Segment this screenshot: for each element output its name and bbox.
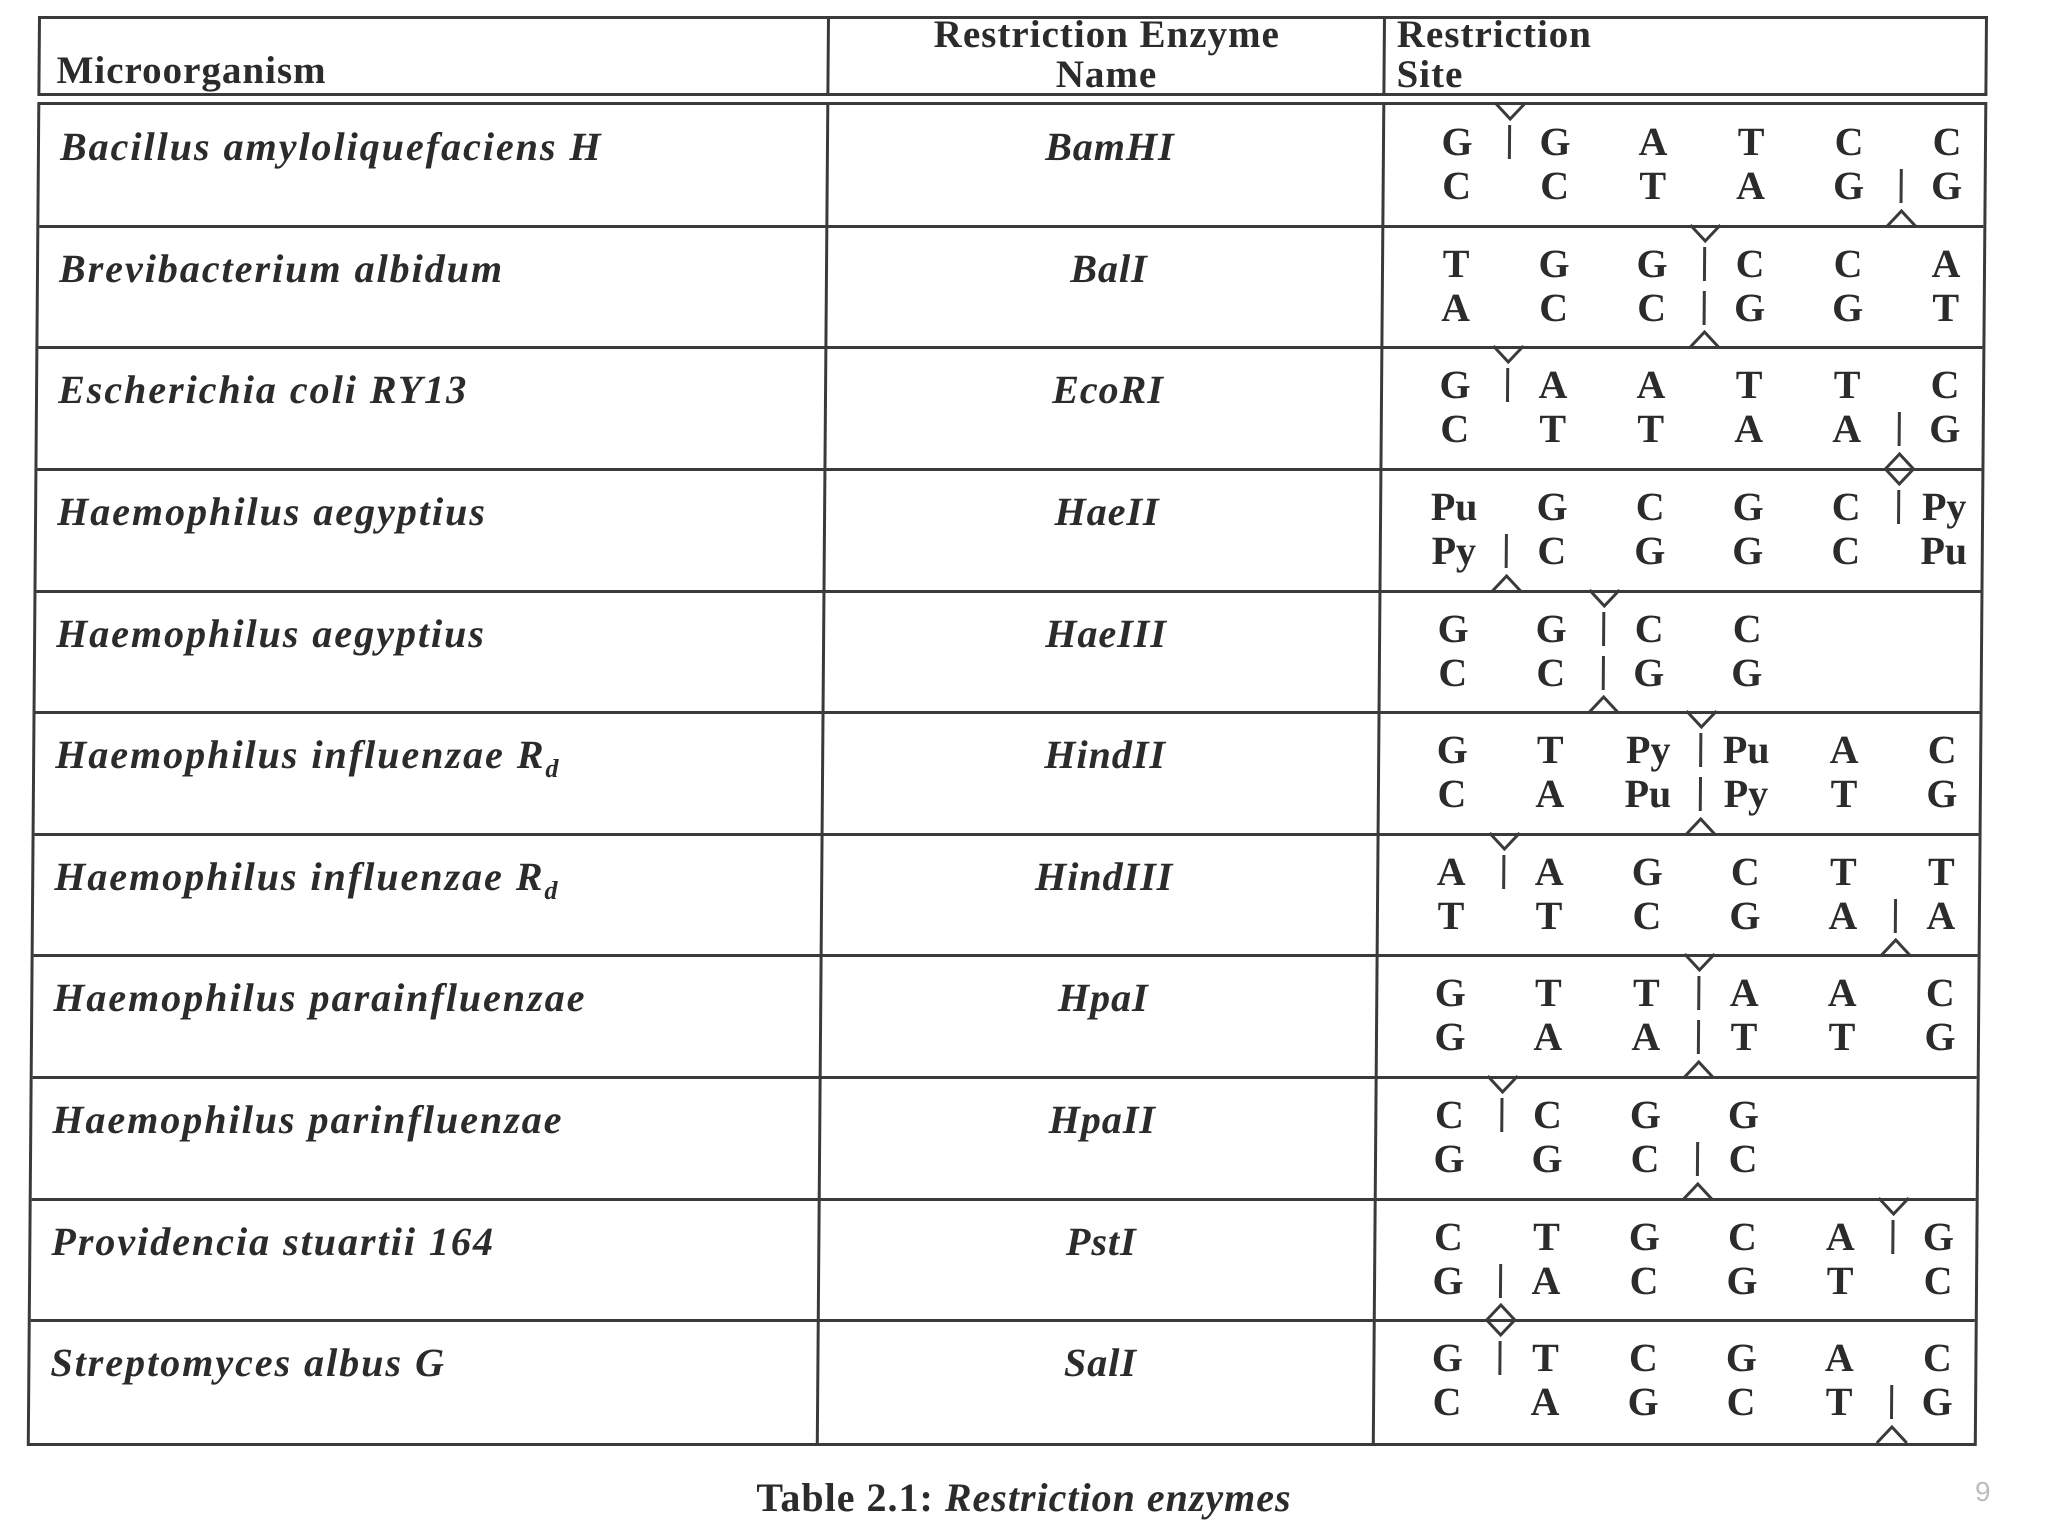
base: T xyxy=(1932,284,1960,330)
base: G xyxy=(1729,892,1761,938)
cut-line-top xyxy=(1506,368,1509,402)
organism-name: Streptomyces albus G xyxy=(50,1340,447,1386)
base: G xyxy=(1924,1014,1956,1060)
cut-arrow-top-icon xyxy=(1587,588,1621,608)
cut-arrow-top-icon xyxy=(1684,709,1718,729)
base: C xyxy=(1925,970,1955,1016)
base: G xyxy=(1433,1136,1465,1182)
table-row xyxy=(38,227,1983,349)
base: C xyxy=(1834,119,1864,164)
table-row xyxy=(36,470,1981,592)
base: T xyxy=(1534,970,1562,1016)
cut-line-bottom xyxy=(1900,169,1903,203)
table-row xyxy=(34,835,1979,957)
base: T xyxy=(1442,240,1470,286)
base: Pu xyxy=(1624,771,1672,817)
base: A xyxy=(1931,240,1961,286)
restriction-site-cell xyxy=(1387,105,1984,227)
base: A xyxy=(1538,362,1568,408)
base: T xyxy=(1637,406,1665,452)
organism-cell xyxy=(52,1096,852,1143)
base: T xyxy=(1535,892,1563,938)
base: C xyxy=(1735,240,1765,286)
table-body xyxy=(27,102,1988,1446)
base: G xyxy=(1631,848,1664,894)
restriction-site-cell xyxy=(1384,592,1981,714)
base: C xyxy=(1540,163,1570,208)
base: C xyxy=(1536,649,1566,695)
restriction-site-cell xyxy=(1381,956,1978,1078)
organism-cell xyxy=(60,123,860,170)
base: G xyxy=(1921,1379,1953,1425)
cut-arrow-top-icon xyxy=(1486,1074,1520,1094)
enzyme-name: SalI xyxy=(1063,1340,1138,1386)
organism-cell xyxy=(50,1339,850,1386)
restriction-site-cell xyxy=(1385,348,1982,470)
base: C xyxy=(1434,1092,1464,1138)
base: G xyxy=(1539,119,1571,164)
base: C xyxy=(1532,1092,1562,1138)
base: T xyxy=(1825,1379,1853,1425)
base: G xyxy=(1633,649,1665,695)
base: C xyxy=(1440,406,1470,452)
base: T xyxy=(1737,119,1765,164)
base: C xyxy=(1922,1335,1953,1381)
base: T xyxy=(1437,892,1465,938)
base: C xyxy=(1632,892,1662,938)
cut-line-top xyxy=(1602,612,1605,646)
header-enzyme-line2: Name xyxy=(1055,53,1158,96)
base: C xyxy=(1726,1379,1756,1425)
base: G xyxy=(1538,240,1570,286)
base: G xyxy=(1727,1092,1760,1138)
base: G xyxy=(1629,1092,1662,1138)
enzyme-name: HpaI xyxy=(1057,975,1149,1021)
base: C xyxy=(1831,527,1861,573)
base: G xyxy=(1726,1257,1758,1303)
base: C xyxy=(1629,1257,1659,1303)
base: A xyxy=(1631,1014,1661,1060)
header-microorganism: Microorganism xyxy=(56,49,327,92)
base: A xyxy=(1736,163,1766,208)
base: A xyxy=(1824,1335,1855,1381)
cut-arrow-top-icon xyxy=(1682,952,1716,972)
table-header xyxy=(37,13,1988,96)
base: A xyxy=(1828,892,1858,938)
base: Pu xyxy=(1920,527,1968,573)
cut-arrow-top-icon xyxy=(1688,223,1722,243)
organism-name: Haemophilus parinfluenzae xyxy=(52,1097,564,1143)
base: C xyxy=(1732,605,1762,651)
base: C xyxy=(1442,163,1472,208)
organism-name: Haemophilus aegyptius xyxy=(55,610,487,656)
base: A xyxy=(1636,362,1666,408)
organism-subscript: d xyxy=(545,754,561,784)
restriction-site-cell xyxy=(1380,1078,1977,1200)
base: A xyxy=(1827,970,1857,1016)
table-row xyxy=(39,105,1984,227)
base: Py xyxy=(1625,727,1671,773)
organism-name: Haemophilus influenzae R xyxy=(54,853,545,899)
base: G xyxy=(1431,1335,1464,1381)
base: G xyxy=(1627,1379,1659,1425)
cut-line-top xyxy=(1498,1341,1501,1375)
organism-name: Brevibacterium albidum xyxy=(58,245,505,291)
base: T xyxy=(1826,1257,1854,1303)
base: C xyxy=(1432,1379,1462,1425)
base: A xyxy=(1926,892,1956,938)
base: G xyxy=(1436,727,1468,773)
base: C xyxy=(1437,771,1467,817)
cut-line-bottom xyxy=(1699,777,1702,811)
base: A xyxy=(1441,284,1471,330)
base: T xyxy=(1539,406,1567,452)
organism-name: Providencia stuartii 164 xyxy=(51,1218,496,1264)
base: Pu xyxy=(1722,727,1770,773)
cut-line-top xyxy=(1699,733,1702,767)
base: C xyxy=(1727,1213,1758,1259)
base: T xyxy=(1927,848,1955,894)
base: G xyxy=(1634,527,1666,573)
cut-line-bottom xyxy=(1890,1385,1893,1419)
base: G xyxy=(1832,163,1865,208)
restriction-enzyme-table xyxy=(27,13,1988,1446)
restriction-site-cell xyxy=(1383,713,1980,835)
base: C xyxy=(1831,483,1861,529)
base: C xyxy=(1438,649,1468,695)
table-row xyxy=(35,713,1980,835)
cut-line-bottom xyxy=(1505,534,1508,568)
enzyme-name: BalI xyxy=(1070,245,1148,291)
base: G xyxy=(1929,406,1961,452)
base: G xyxy=(1432,1257,1464,1303)
organism-cell xyxy=(51,1218,851,1265)
base: T xyxy=(1639,163,1667,208)
table-row xyxy=(30,1321,1975,1443)
cut-line-bottom xyxy=(1898,412,1901,446)
organism-cell xyxy=(57,488,857,535)
organism-name: Escherichia coli RY13 xyxy=(57,367,469,413)
base: C xyxy=(1628,1335,1659,1381)
base: A xyxy=(1530,1379,1560,1425)
cut-line-bottom xyxy=(1602,656,1605,690)
cut-line-top xyxy=(1697,976,1700,1010)
header-divider xyxy=(1382,19,1386,93)
organism-cell xyxy=(59,245,859,292)
cut-line-top xyxy=(1508,125,1511,159)
organism-name: Haemophilus aegyptius xyxy=(56,488,488,534)
base: C xyxy=(1635,483,1665,529)
page-number: 9 xyxy=(1975,1476,1991,1507)
organism-cell xyxy=(56,610,856,657)
enzyme-name: HpaII xyxy=(1048,1097,1157,1143)
cut-arrow-top-icon xyxy=(1491,344,1525,364)
table-caption xyxy=(0,1474,2048,1521)
base: T xyxy=(1829,848,1857,894)
base: T xyxy=(1632,970,1660,1016)
base: C xyxy=(1537,527,1567,573)
table-row xyxy=(31,1200,1976,1322)
enzyme-name: HaeIII xyxy=(1045,610,1168,656)
base: A xyxy=(1638,119,1668,164)
cut-arrow-bottom-icon xyxy=(1875,1425,1909,1445)
header-site-line2: Site xyxy=(1396,53,1464,96)
base: A xyxy=(1534,848,1564,894)
base: Py xyxy=(1431,527,1477,573)
base: T xyxy=(1536,727,1564,773)
caption-label: Table 2.1: xyxy=(756,1475,934,1520)
table-row xyxy=(37,348,1982,470)
base: A xyxy=(1436,848,1466,894)
cut-line-bottom xyxy=(1696,1142,1699,1176)
base: T xyxy=(1830,771,1858,817)
base: G xyxy=(1636,240,1668,286)
cut-arrow-top-icon xyxy=(1882,466,1916,486)
organism-cell xyxy=(53,974,853,1021)
enzyme-name: BamHI xyxy=(1045,124,1175,169)
base: A xyxy=(1825,1213,1856,1259)
base: C xyxy=(1833,240,1863,286)
base: T xyxy=(1833,362,1861,408)
table-row xyxy=(32,1078,1977,1200)
cut-arrow-top-icon xyxy=(1877,1196,1911,1216)
base: G xyxy=(1831,284,1864,330)
base: T xyxy=(1730,1014,1758,1060)
base: G xyxy=(1733,284,1766,330)
cut-line-bottom xyxy=(1499,1264,1502,1298)
cut-line-top xyxy=(1500,1098,1503,1132)
base: C xyxy=(1932,119,1962,164)
enzyme-name: EcoRI xyxy=(1052,367,1165,413)
restriction-site-cell xyxy=(1378,1321,1975,1443)
base: G xyxy=(1437,605,1469,651)
cut-line-top xyxy=(1897,490,1900,524)
base: G xyxy=(1926,771,1958,817)
base: G xyxy=(1930,163,1963,208)
table-row xyxy=(33,956,1978,1078)
cut-arrow-top-icon xyxy=(1487,831,1521,851)
organism-name: Bacillus amyloliquefaciens H xyxy=(59,124,603,169)
header-divider xyxy=(826,19,830,93)
base: C xyxy=(1927,727,1957,773)
base: T xyxy=(1532,1213,1560,1259)
base: T xyxy=(1828,1014,1856,1060)
caption-title: Restriction enzymes xyxy=(944,1475,1292,1520)
base: T xyxy=(1735,362,1763,408)
base: G xyxy=(1922,1213,1955,1259)
base: G xyxy=(1731,649,1763,695)
restriction-site-cell xyxy=(1386,227,1983,349)
organism-name: Haemophilus influenzae R xyxy=(55,732,546,778)
cut-line-bottom xyxy=(1894,899,1897,933)
cut-line-top xyxy=(1502,855,1505,889)
cut-arrow-top-icon xyxy=(1484,1317,1518,1337)
base: C xyxy=(1634,605,1664,651)
base: G xyxy=(1531,1136,1563,1182)
base: C xyxy=(1923,1257,1953,1303)
organism-subscript: d xyxy=(544,875,560,905)
base: Py xyxy=(1723,771,1769,817)
base: A xyxy=(1533,1014,1563,1060)
header-site-line1: Restriction xyxy=(1396,13,1593,56)
base: C xyxy=(1433,1213,1464,1259)
table-row xyxy=(36,592,1981,714)
header-restriction-site xyxy=(1396,15,1592,95)
cut-arrow-top-icon xyxy=(1493,101,1527,121)
restriction-site-cell xyxy=(1382,835,1979,957)
enzyme-name: HaeII xyxy=(1054,488,1160,534)
base: C xyxy=(1730,848,1760,894)
base: C xyxy=(1539,284,1569,330)
organism-name: Haemophilus parainfluenzae xyxy=(53,975,587,1021)
enzyme-name: PstI xyxy=(1065,1218,1137,1264)
cut-line-top xyxy=(1703,247,1706,281)
base: A xyxy=(1535,771,1565,817)
base: A xyxy=(1729,970,1759,1016)
base: G xyxy=(1732,483,1764,529)
base: G xyxy=(1441,119,1473,164)
base: G xyxy=(1725,1335,1758,1381)
base: G xyxy=(1434,970,1467,1016)
base: C xyxy=(1728,1136,1758,1182)
header-enzyme-name xyxy=(832,15,1381,95)
base: G xyxy=(1535,605,1567,651)
header-enzyme-line1: Restriction Enzyme xyxy=(933,13,1281,56)
organism-cell xyxy=(55,731,855,784)
restriction-site-cell xyxy=(1379,1200,1976,1322)
cut-line-bottom xyxy=(1703,291,1706,325)
restriction-site-cell xyxy=(1384,470,1981,592)
enzyme-name: HindII xyxy=(1044,732,1167,778)
base: A xyxy=(1829,727,1859,773)
base: Pu xyxy=(1430,483,1478,529)
base: G xyxy=(1732,527,1764,573)
cut-line-top xyxy=(1891,1220,1894,1254)
base: G xyxy=(1434,1014,1466,1060)
base: C xyxy=(1930,362,1960,408)
base: A xyxy=(1832,406,1862,452)
cut-line-bottom xyxy=(1697,1020,1700,1054)
organism-cell xyxy=(54,853,854,906)
base: C xyxy=(1630,1136,1660,1182)
base: A xyxy=(1531,1257,1561,1303)
base: G xyxy=(1439,362,1471,408)
base: G xyxy=(1628,1213,1661,1259)
organism-cell xyxy=(58,366,858,413)
enzyme-name: HindIII xyxy=(1034,853,1174,899)
base: C xyxy=(1637,284,1667,330)
base: G xyxy=(1536,483,1568,529)
base: A xyxy=(1734,406,1764,452)
base: Py xyxy=(1921,483,1967,529)
base: T xyxy=(1531,1335,1559,1381)
